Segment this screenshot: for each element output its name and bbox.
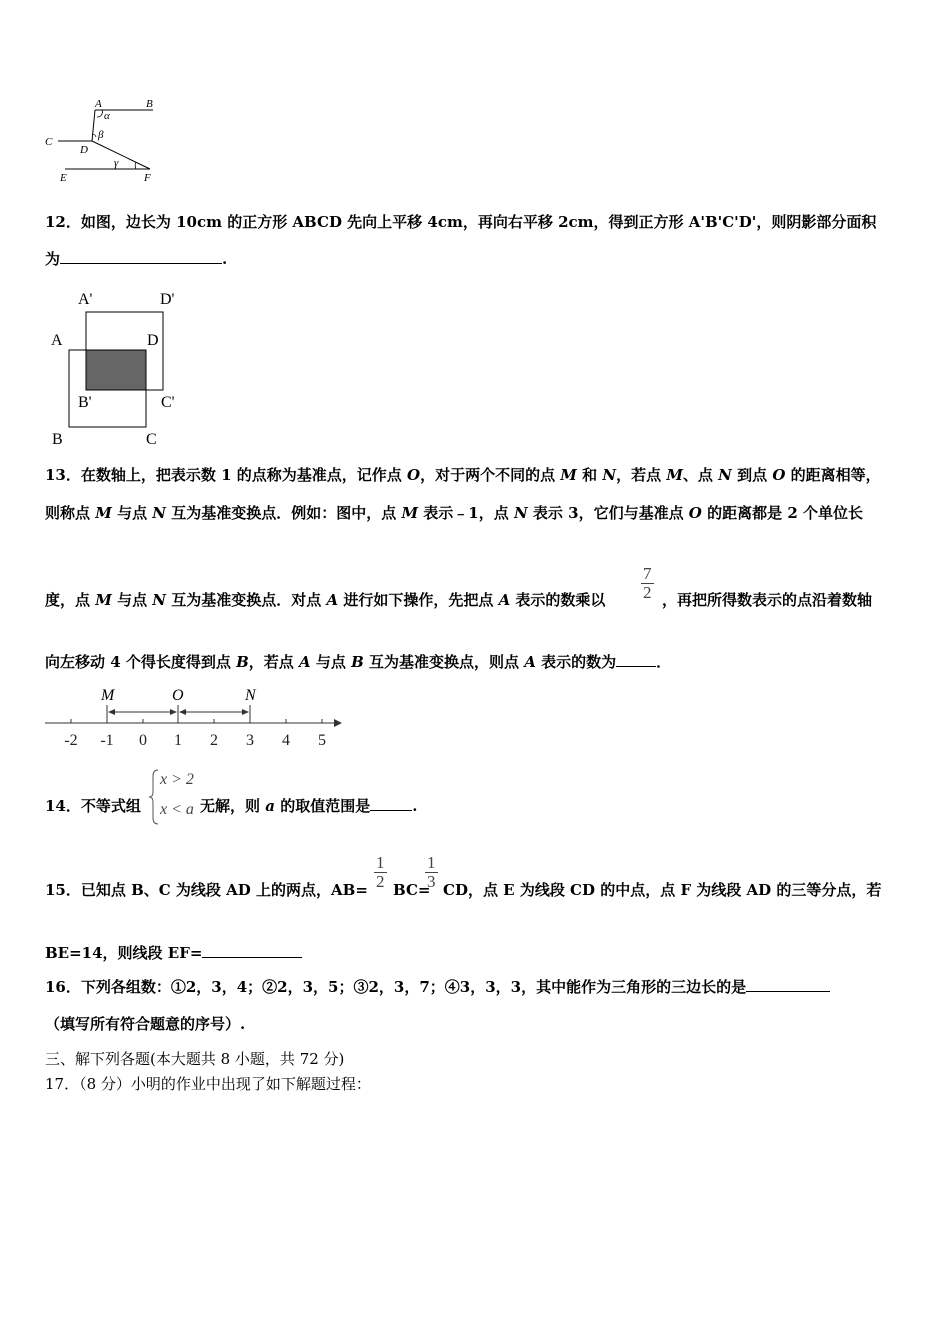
label-a: A xyxy=(95,98,102,110)
tick-label: 4 xyxy=(282,732,290,749)
question-13-line1: 13．在数轴上，把表示数 1 的点称为基准点，记作点 O，对于两个不同的点 M 和 N，若点 M、点 N 到点 O 的距离相等， xyxy=(45,466,881,484)
figure-number-line xyxy=(40,683,350,753)
label-d: D xyxy=(80,144,88,156)
question-14-tail: 无解，则 a 的取值范围是 . xyxy=(200,797,418,815)
label-gamma: γ xyxy=(114,157,119,169)
label-c: C xyxy=(45,136,53,148)
tick-label: -2 xyxy=(64,732,78,749)
axis-arrow xyxy=(334,719,342,727)
brace-icon xyxy=(148,768,160,826)
point-label-n: N xyxy=(245,687,256,704)
question-13-line4: 向左移动 4 个得长度得到点 B，若点 A 与点 B 互为基准变换点，则点 A 表示的数为 ． xyxy=(45,653,672,671)
question-12-line2: 为 . xyxy=(45,250,228,268)
label-c1: C' xyxy=(161,394,175,411)
label-d1: D' xyxy=(160,291,175,308)
point-label-m: M xyxy=(101,687,115,704)
tick-label: 0 xyxy=(139,732,147,749)
tick-label: 5 xyxy=(318,732,326,749)
question-13-line3: 度，点 M 与点 N 互为基准变换点．对点 A 进行如下操作，先把点 A 表示的数乘以 xyxy=(45,591,606,609)
segment-df xyxy=(92,141,150,169)
question-12-line1: 12．如图，边长为 10cm 的正方形 ABCD 先向上平移 4cm，再向右平移 2cm，得到正方形 A'B'C'D'，则阴影部分面积 xyxy=(45,213,877,231)
inequality-2: x < a xyxy=(160,801,194,818)
label-beta: β xyxy=(98,129,104,141)
label-c: C xyxy=(146,431,157,448)
answer-blank-16[interactable] xyxy=(746,977,830,992)
label-b: B xyxy=(52,431,63,448)
label-e: E xyxy=(60,172,67,184)
tick-label: -1 xyxy=(100,732,114,749)
answer-blank-14[interactable] xyxy=(370,796,412,811)
answer-blank-13[interactable] xyxy=(616,652,656,667)
label-f: F xyxy=(144,172,151,184)
label-d: D xyxy=(147,332,159,349)
question-15-line1b: BC= xyxy=(393,881,431,899)
fraction-7-over-2: $\frac{7}{2}$ xyxy=(643,564,652,602)
label-b: B xyxy=(146,98,153,110)
label-a: A xyxy=(51,332,63,349)
question-15-line1c: CD，点 E 为线段 CD 的中点，点 F 为线段 AD 的三等分点，若 xyxy=(443,881,882,899)
question-16-line2: （填写所有符合题意的序号）. xyxy=(45,1015,246,1033)
answer-blank-12[interactable] xyxy=(60,249,222,264)
inequality-1: x > 2 xyxy=(160,771,194,788)
question-16-line1: 16．下列各组数：①2，3，4；②2，3，5；③2，3，7；④3，3，3，其中能作为三角形的三边长的是 xyxy=(45,977,830,997)
answer-blank-15[interactable] xyxy=(202,943,302,958)
question-15-line2: BE=14，则线段 EF= xyxy=(45,943,302,963)
fraction-1-over-3: $\frac{1}{3}$ xyxy=(427,853,436,891)
tick-label: 2 xyxy=(210,732,218,749)
question-14-prefix: 14．不等式组 xyxy=(45,797,141,815)
figure-parallel-lines xyxy=(40,95,170,190)
question-17: 17．（8 分）小明的作业中出现了如下解题过程： xyxy=(45,1075,371,1093)
question-15-line1a: 15．已知点 B、C 为线段 AD 上的两点，AB= xyxy=(45,881,368,899)
section-3-heading: 三、解下列各题(本大题共 8 小题，共 72 分) xyxy=(45,1050,345,1068)
label-b1: B' xyxy=(78,394,92,411)
point-label-o: O xyxy=(172,687,184,704)
figure-translated-squares xyxy=(40,282,200,452)
tick-label: 1 xyxy=(174,732,182,749)
segment-ad xyxy=(92,110,95,141)
tick-label: 3 xyxy=(246,732,254,749)
question-13-line3-tail: ，再把所得数表示的点沿着数轴 xyxy=(662,591,873,609)
question-13-line2: 则称点 M 与点 N 互为基准变换点．例如：图中，点 M 表示﹣1，点 N 表示 3，它们与基准点 O 的距离都是 2 个单位长 xyxy=(45,504,863,522)
label-a1: A' xyxy=(78,291,93,308)
fraction-1-over-2: $\frac{1}{2}$ xyxy=(376,853,385,891)
label-alpha: α xyxy=(104,110,110,122)
shaded-region xyxy=(86,350,146,390)
